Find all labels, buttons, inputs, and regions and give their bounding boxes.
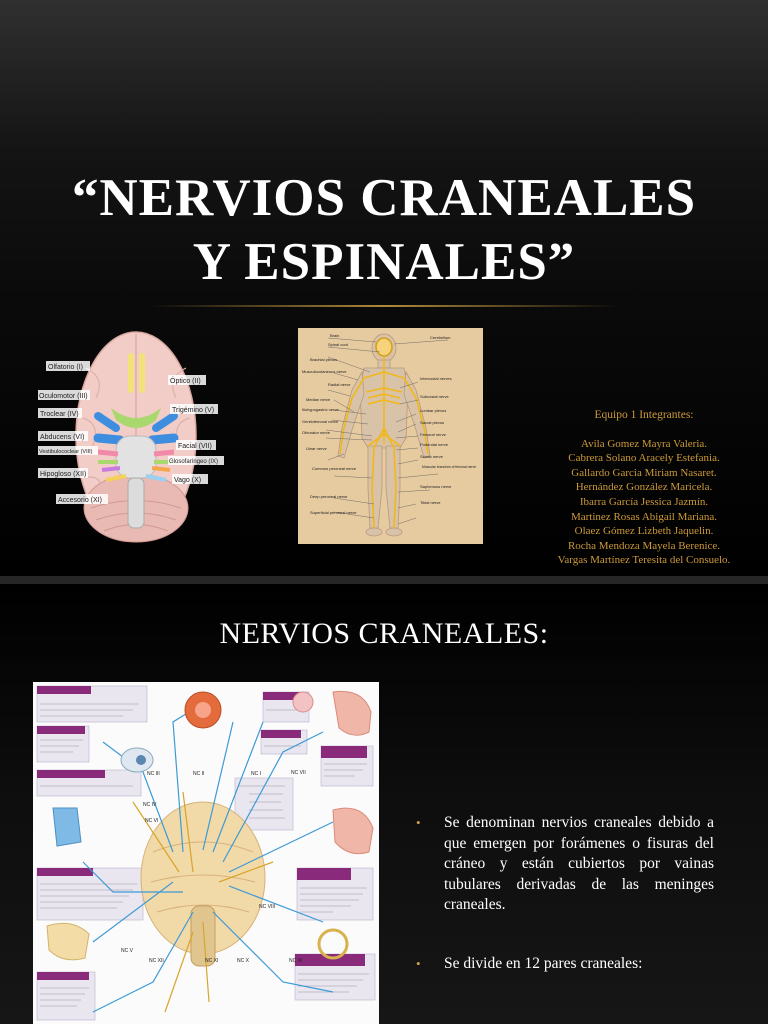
label-nc-x: NC X: [237, 958, 249, 964]
label-glosofaringeo: Glosofaríngeo (IX): [169, 459, 219, 465]
label-nc-xi: NC XI: [205, 958, 219, 964]
label-lumbar-plexus: Lumbar plexus: [420, 408, 447, 413]
label-troclear: Troclear (IV): [40, 411, 79, 418]
label-facial: Facial (VII): [178, 443, 212, 450]
slide-gap: [0, 576, 768, 584]
label-common-peroneal: Common peroneal nerve: [312, 466, 357, 471]
team-member: Ibarra García Jessica Jazmín.: [579, 495, 709, 508]
title-line-1: “NERVIOS CRANEALES: [71, 169, 697, 227]
label-saphenous: Saphenous nerve: [420, 484, 452, 489]
label-nc-xii: NC XII: [149, 958, 164, 964]
team-member: Cabrera Solano Aracely Estefania.: [568, 452, 720, 465]
label-optico: Óptico (II): [170, 378, 201, 385]
label-genitofemoral: Genitofemoral nerve: [302, 419, 339, 424]
team-member: Rocha Mendoza Mayela Berenice.: [567, 539, 721, 552]
label-abducens: Abducens (VI): [40, 434, 85, 441]
label-cerebellum: Cerebellum: [430, 335, 451, 340]
label-nc-ix: NC IX: [289, 958, 303, 964]
team-heading: Equipo 1 Integrantes:: [594, 409, 694, 421]
bullet-item: • Se divide en 12 pares craneales:: [414, 954, 714, 975]
cranial-nerves-slide: [0, 584, 768, 1024]
label-pudendal: Pudendal nerve: [420, 442, 449, 447]
slide-title: [0, 166, 768, 294]
label-subcostal: Subcostal nerve: [420, 394, 449, 399]
cranial-nerves-diagram: [33, 682, 379, 1024]
label-nc-iii: NC III: [147, 771, 160, 777]
label-deep-peroneal: Deep peroneal nerve: [310, 494, 348, 499]
label-obturator: Obturator nerve: [302, 430, 331, 435]
label-olfatorio: Olfatorio (I): [48, 364, 84, 371]
slide-2-title: NERVIOS CRANEALES:: [219, 617, 549, 650]
bullet-item: • Se denominan nervios craneales debido a que emergen por forámenes o fisuras del cráneo y están cubiertos por vainas tubulares derivadas de las meninges craneales.: [414, 813, 714, 916]
label-muscular-branches: Muscular branches of femoral nerve: [422, 465, 477, 469]
bullet-list: [414, 813, 714, 975]
label-brachial-plexus: Brachial plexus: [310, 357, 338, 362]
label-nc-vi: NC VI: [145, 818, 159, 824]
label-brain: Brain: [330, 333, 340, 338]
team-member: Olaez Gómez Lizbeth Jaquelin.: [574, 525, 714, 538]
label-musculocutaneous: Musculocutaneous nerve: [302, 369, 347, 374]
brain-cranial-nerves-illustration: [36, 328, 226, 546]
label-superficial-peroneal: Superficial peroneal nerve: [310, 510, 357, 515]
label-nc-vii: NC VII: [291, 770, 306, 776]
label-oculomotor: Oculomotor (III): [39, 393, 88, 400]
peripheral-nervous-system-illustration: [298, 328, 483, 544]
title-divider: [150, 305, 620, 307]
label-femoral: Femoral nerve: [420, 432, 446, 437]
label-nc-ii: NC II: [193, 771, 205, 777]
team-list: [528, 408, 760, 568]
label-nc-i: NC I: [251, 771, 261, 777]
label-accesorio: Accesorio (XI): [58, 497, 102, 504]
label-iliohypogastric: Iliohypogastric nerve: [302, 407, 339, 412]
team-member: Avila Gomez Mayra Valeria.: [580, 437, 708, 450]
label-sacral-plexus: Sacral plexus: [420, 420, 445, 425]
team-member: Vargas Martínez Teresita del Consuelo.: [557, 554, 731, 567]
team-member: Hernández González Maricela.: [575, 481, 713, 494]
label-sciatic: Sciatic nerve: [420, 454, 443, 459]
label-vestibulococlear: Vestibulococlear (VIII): [39, 449, 93, 455]
label-vago: Vago (X): [174, 477, 202, 484]
label-median: Median nerve: [306, 397, 331, 402]
team-member: Martinez Rosas Abigail Mariana.: [570, 510, 718, 523]
label-radial: Radial nerve: [328, 382, 351, 387]
label-nc-v: NC V: [121, 948, 133, 954]
label-trigemino: Trigémino (V): [172, 407, 215, 414]
label-tibial: Tibial nerve: [420, 500, 441, 505]
title-line-2: Y ESPINALES”: [192, 233, 576, 291]
label-ulnar: Ulnar nerve: [306, 446, 327, 451]
label-nc-viii: NC VIII: [259, 904, 276, 910]
label-nc-iv: NC IV: [143, 802, 157, 808]
label-spinal-cord: Spinal cord: [328, 342, 349, 347]
label-hipogloso: Hipogloso (XII): [40, 471, 87, 478]
label-intercostal: Intercostal nerves: [420, 376, 452, 381]
team-member: Gallardo Garcia Miriam Nasaret.: [571, 466, 717, 479]
